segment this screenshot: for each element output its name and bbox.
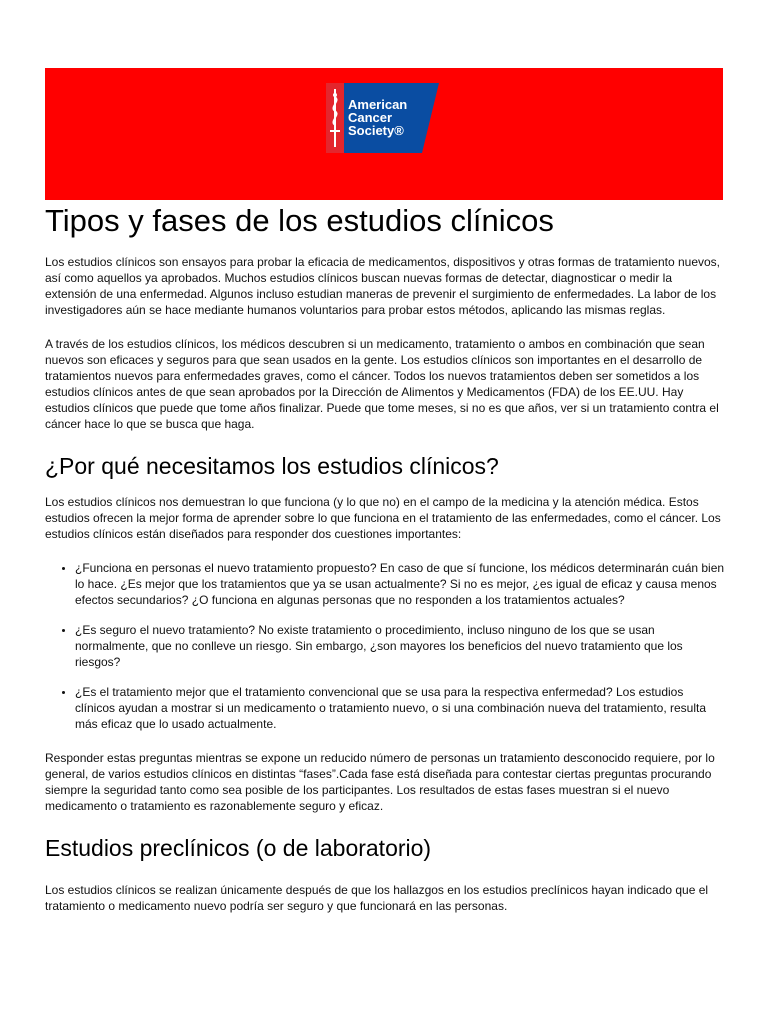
article-body bbox=[45, 202, 725, 914]
list-item: • ¿Es el tratamiento mejor que el tratamiento convencional que se usa para la respectiva enfermedad? Los estudios clínicos ayudan a mostrar si un medicamento o tratamiento nuevo, o si una combinación nueva del tratamiento, resulta más eficaz que lo usado actualmente. bbox=[75, 684, 725, 732]
logo-line-american: American bbox=[348, 97, 408, 112]
phases-paragraph: Responder estas preguntas mientras se expone un reducido número de personas un tratamiento desconocido requiere, por lo general, de varios estudios clínicos en distintas “fases”.Cada fase está diseñada para contestar ciertas preguntas procurando siempre la seguridad tanto como sea posible de los participantes. Los resultados de estas fases muestran si el nuevo medicamento o tratamiento es razonablemente seguro y eficaz. bbox=[45, 751, 715, 813]
section-heading-preclinical: Estudios preclínicos (o de laboratorio) bbox=[45, 835, 432, 861]
preclinical-paragraph: Los estudios clínicos se realizan únicamente después de que los hallazgos en los estudios preclínicos hayan indicado que el tratamiento o medicamento nuevo podría ser seguro y que funcionará en las personas. bbox=[45, 883, 709, 913]
sword-snake-caduceus-icon bbox=[325, 83, 439, 153]
page-title: Tipos y fases de los estudios clínicos bbox=[45, 203, 554, 238]
list-item: • ¿Es seguro el nuevo tratamiento? No existe tratamiento o procedimiento, incluso ninguno de los que se usan normalmente, que no conlleve un riesgo. Sin embargo, ¿son mayores los beneficios del nuevo tratamiento que los riesgos? bbox=[75, 622, 725, 670]
list-item: • ¿Funciona en personas el nuevo tratamiento propuesto? En caso de que sí funcione, los médicos determinarán cuán bien lo hace. ¿Es mejor que los tratamientos que ya se usan actualmente? Si no es mejor, ¿es igual de eficaz y causa menos efectos secundarios? ¿O funciona en algunas personas que no responden a los tratamientos actuales? bbox=[75, 560, 725, 608]
intro-paragraph-2: A través de los estudios clínicos, los médicos descubren si un medicamento, tratamiento o ambos en combinación que sean nuevos son eficaces y seguros para que sean usados en la gente. Los estudios clínicos son importantes en el desarrollo de tratamientos nuevos para enfermedades graves, como el cáncer. Todos los nuevos tratamientos deben ser sometidos a los estudios clínicos antes de que sean aprobados por la Dirección de Alimentos y Medicamentos (FDA) de los EE.UU. Hay estudios clínicos que puede que tome años finalizar. Puede que tome meses, si no es que años, ver si un tratamiento contra el cáncer hace lo que se busca que haga. bbox=[45, 337, 719, 431]
logo-line-society: Society® bbox=[348, 123, 404, 138]
acs-logo bbox=[325, 83, 439, 153]
section-heading-why: ¿Por qué necesitamos los estudios clínicos? bbox=[45, 453, 499, 479]
intro-paragraph-1: Los estudios clínicos son ensayos para probar la eficacia de medicamentos, dispositivos y otras formas de tratamiento nuevos, así como aquellos ya aprobados. Muchos estudios clínicos buscan nuevas formas de detectar, diagnosticar o medir la extensión de una enfermedad. Algunos incluso estudian maneras de prevenir el surgimiento de enfermedades. La labor de los investigadores aún se hace mediante humanos voluntarios para probar estos métodos, aplicando las mismas reglas. bbox=[45, 255, 721, 317]
logo-line-cancer: Cancer bbox=[348, 110, 393, 125]
why-paragraph: Los estudios clínicos nos demuestran lo que funciona (y lo que no) en el campo de la medicina y la atención médica. Estos estudios ofrecen la mejor forma de aprender sobre lo que funciona en el tratamiento de las enfermedades, como el cáncer. Los estudios clínicos están diseñados para responder dos cuestiones importantes: bbox=[45, 495, 721, 541]
questions-list bbox=[45, 560, 725, 732]
